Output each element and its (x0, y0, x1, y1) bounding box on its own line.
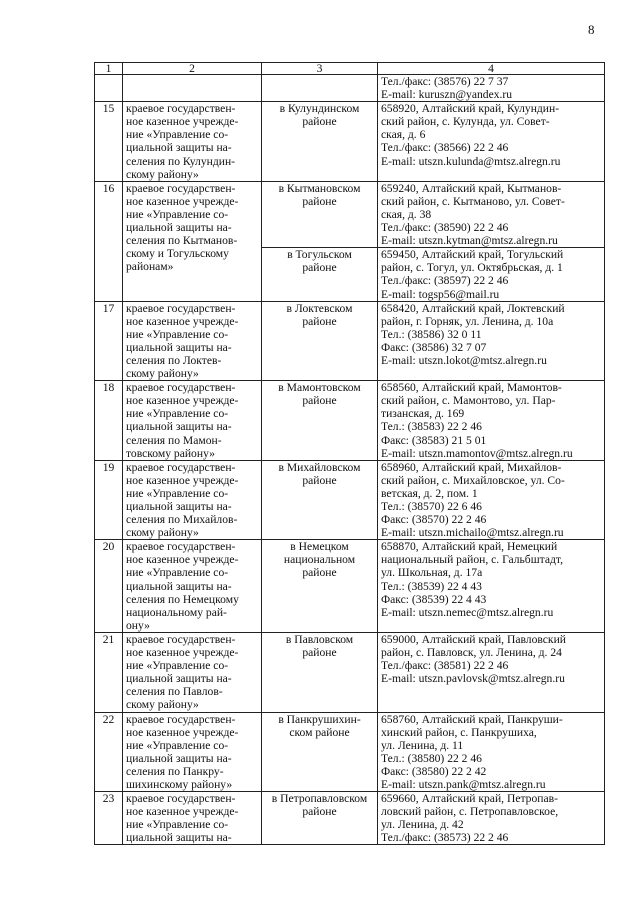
institution-name-line: товскому району» (126, 446, 215, 460)
contact-line: Факс: (38583) 21 5 01 (381, 433, 487, 447)
contact-line: Тел.: (38583) 22 2 46 (381, 420, 482, 434)
contact-line: 659450, Алтайский край, Тогульский (381, 248, 564, 262)
institution-name-line: краевое государствен- (126, 460, 236, 474)
table-row (95, 301, 605, 381)
institution-name-line: краевое государствен- (126, 632, 236, 646)
contact-line: 658760, Алтайский край, Панкруши- (381, 712, 563, 726)
row-number: 22 (95, 712, 123, 792)
office-district (262, 712, 378, 792)
institution-name-line: шихинскому району» (126, 777, 233, 791)
office-contacts (378, 792, 605, 845)
district-line: в Тогульском (287, 248, 352, 262)
continuation-row (95, 75, 605, 102)
institution-name-line: краевое государствен- (126, 102, 236, 116)
institution-name (123, 102, 262, 182)
office-district (262, 792, 378, 845)
contact-line: 659000, Алтайский край, Павловский (381, 632, 566, 646)
institution-name (123, 540, 262, 633)
contact-line: Тел./факс: (38581) 22 2 46 (381, 659, 509, 673)
institution-name-line: ное казенное учрежде- (126, 115, 239, 129)
district-line: в Панкрушихин- (278, 712, 361, 726)
district-line: ском районе (289, 725, 350, 739)
institution-name-line: краевое государствен- (126, 540, 236, 554)
institution-name-line: селения по Локтев- (126, 353, 222, 367)
institution-name-line: краевое государствен- (126, 712, 236, 726)
institution-name-line: селения по Мамон- (126, 433, 222, 447)
table-row (95, 102, 605, 182)
institution-name-line: ное казенное учрежде- (126, 194, 239, 208)
institution-name-line: циальной защиты на- (126, 340, 232, 354)
contact-line: 658420, Алтайский край, Локтевский (381, 301, 565, 315)
district-line: в Кытмановском (278, 181, 361, 195)
institution-name-line: селения по Панкру- (126, 764, 224, 778)
contact-line: Тел.: (38539) 22 4 43 (381, 579, 482, 593)
institution-name-line: циальной защиты на- (126, 500, 232, 513)
contact-line: E-mail: utszn.kulunda@mtsz.alregn.ru (381, 154, 561, 168)
office-contacts (378, 102, 605, 182)
contact-line: ский район, с. Мамонтово, ул. Пар- (381, 394, 556, 408)
office-district (262, 301, 378, 381)
contact-line: Тел./факс: (38590) 22 2 46 (381, 221, 509, 235)
column-header-3: 3 (262, 63, 378, 75)
contact-line: Факс: (38570) 22 2 46 (381, 513, 487, 527)
district-line: национальном (283, 553, 356, 567)
row-number: 17 (95, 301, 123, 381)
institution-name-line: краевое государствен- (126, 301, 236, 315)
continuation-district (262, 75, 378, 102)
office-contacts (378, 540, 605, 633)
contact-line: ул. Ленина, д. 11 (381, 738, 464, 752)
district-line: районе (302, 566, 337, 580)
district-line: в Петропавловском (271, 792, 368, 806)
contact-line: ский район, с. Кытманово, ул. Совет- (381, 194, 565, 208)
table-row (95, 181, 605, 247)
contact-line: E-mail: utszn.mamontov@mtsz.alregn.ru (381, 446, 573, 460)
contact-line: 658960, Алтайский край, Михайлов- (381, 460, 562, 474)
institution-name-line: ние «Управление со- (126, 327, 229, 341)
district-line: районе (302, 314, 337, 328)
institution-name-line: ное казенное учрежде- (126, 646, 239, 660)
institution-name-line: ние «Управление со- (126, 566, 229, 580)
table-body (95, 75, 605, 845)
row-number: 19 (95, 460, 123, 540)
institution-name-line: национальному рай- (126, 605, 227, 619)
district-line: в Локтевском (286, 301, 353, 315)
table-row (95, 632, 605, 712)
institution-name-line: скому и Тогульскому (126, 247, 229, 261)
institution-name (123, 381, 262, 461)
row-number: 16 (95, 181, 123, 301)
table-row (95, 460, 605, 540)
institution-name-line: циальной защиты на- (126, 141, 232, 155)
institution-name (123, 632, 262, 712)
contact-line: ул. Школьная, д. 17а (381, 566, 483, 580)
email-line: E-mail: kuruszn@yandex.ru (381, 88, 513, 102)
institution-name-line: скому району» (126, 367, 199, 381)
contact-line: ветская, д. 2, пом. 1 (381, 486, 478, 500)
contact-line: район, с. Павловск, ул. Ленина, д. 24 (381, 646, 562, 660)
row-number: 23 (95, 792, 123, 845)
institution-name-line: краевое государствен- (126, 792, 236, 806)
office-district (262, 181, 378, 247)
district-line: районе (302, 194, 337, 208)
contact-line: E-mail: utszn.kytman@mtsz.alregn.ru (381, 234, 558, 248)
continuation-contacts (378, 75, 605, 102)
contact-line: E-mail: togsp56@mail.ru (381, 287, 500, 301)
institution-name-line: ние «Управление со- (126, 818, 229, 832)
contact-line: 658870, Алтайский край, Немецкий (381, 540, 558, 554)
institution-name-line: ное казенное учрежде- (126, 553, 239, 567)
row-number: 21 (95, 632, 123, 712)
institution-name-line: циальной защиты на- (126, 579, 232, 593)
office-district (262, 102, 378, 182)
institution-name-line: циальной защиты на- (126, 420, 232, 434)
contact-line: национальный район, с. Гальбштадт, (381, 553, 563, 567)
institution-name-line: скому району» (126, 526, 199, 540)
institution-name-line: ное казенное учрежде- (126, 725, 239, 739)
contact-line: тизанская, д. 169 (381, 407, 465, 421)
contact-line: 658560, Алтайский край, Мамонтов- (381, 381, 562, 395)
contact-line: E-mail: utszn.pavlovsk@mtsz.alregn.ru (381, 672, 565, 686)
institution-name (123, 460, 262, 540)
contact-line: район, с. Тогул, ул. Октябрьская, д. 1 (381, 261, 563, 275)
contact-line: E-mail: utszn.michailo@mtsz.alregn.ru (381, 526, 564, 540)
contact-line: Факс: (38586) 32 7 07 (381, 340, 487, 354)
contact-line: E-mail: utszn.nemec@mtsz.alregn.ru (381, 605, 554, 619)
contact-line: ская, д. 38 (381, 207, 432, 221)
office-contacts (378, 712, 605, 792)
row-number: 18 (95, 381, 123, 461)
page-number: 8 (588, 22, 595, 37)
institution-name-line: ние «Управление со- (126, 407, 229, 421)
institution-name-line: ное казенное учрежде- (126, 473, 239, 487)
district-line: районе (302, 394, 337, 408)
contact-line: Факс: (38539) 22 4 43 (381, 592, 487, 606)
contact-line: ский район, с. Михайловское, ул. Со- (381, 473, 565, 487)
contact-line: Тел./факс: (38597) 22 2 46 (381, 274, 509, 288)
institution-name-line: ние «Управление со- (126, 486, 229, 500)
office-district (262, 460, 378, 540)
institution-name-line: циальной защиты на- (126, 672, 232, 686)
institution-name (123, 301, 262, 381)
office-contacts (378, 460, 605, 540)
contact-line: район, г. Горняк, ул. Ленина, д. 10а (381, 314, 554, 328)
contact-line: ловский район, с. Петропавловское, (381, 805, 559, 819)
continuation-num (95, 75, 123, 102)
office-contacts (378, 632, 605, 712)
contact-line: 658920, Алтайский край, Кулундин- (381, 102, 560, 116)
office-district (262, 632, 378, 712)
institution-name-line: ние «Управление со- (126, 738, 229, 752)
office-district (262, 381, 378, 461)
contact-line: 659660, Алтайский край, Петропав- (381, 792, 558, 806)
contact-line: Тел.: (38586) 32 0 11 (381, 327, 482, 341)
column-header-2: 2 (123, 63, 262, 75)
institution-name-line: циальной защиты на- (126, 751, 232, 765)
office-contacts (378, 301, 605, 381)
district-line: районе (302, 115, 337, 129)
contact-line: 659240, Алтайский край, Кытманов- (381, 181, 562, 195)
institution-name-line: циальной защиты на- (126, 831, 232, 845)
office-contacts (378, 181, 605, 247)
table-row (95, 712, 605, 792)
institution-name-line: ное казенное учрежде- (126, 314, 239, 328)
institution-name-line: скому району» (126, 698, 199, 712)
district-line: в Немецком (290, 540, 349, 554)
institution-name (123, 792, 262, 845)
district-line: районе (302, 261, 337, 275)
row-number: 20 (95, 540, 123, 633)
office-district (262, 248, 378, 301)
district-line: районе (302, 473, 337, 487)
district-line: в Павловском (285, 632, 354, 646)
district-line: в Михайловском (278, 460, 361, 474)
contact-line: Тел./факс: (38566) 22 2 46 (381, 141, 509, 155)
contact-line: ский район, с. Кулунда, ул. Совет- (381, 115, 550, 129)
institution-name-line: ние «Управление со- (126, 659, 229, 673)
contact-line: ская, д. 6 (381, 128, 426, 142)
institution-name-line: селения по Михайлов- (126, 513, 238, 527)
column-header-4: 4 (378, 63, 605, 75)
institution-name-line: краевое государствен- (126, 381, 236, 395)
district-line: районе (302, 805, 337, 819)
row-number: 15 (95, 102, 123, 182)
institution-name-line: селения по Кулундин- (126, 154, 236, 168)
office-district (262, 540, 378, 633)
institution-name-line: краевое государствен- (126, 181, 236, 195)
column-header-1: 1 (95, 63, 123, 75)
institution-name-line: ние «Управление со- (126, 128, 229, 142)
table-row (95, 792, 605, 845)
institution-name-line: районам» (126, 260, 174, 274)
contact-line: E-mail: utszn.lokot@mtsz.alregn.ru (381, 353, 547, 367)
district-line: в Кулундинском (279, 102, 360, 116)
contact-line: ул. Ленина, д. 42 (381, 818, 464, 832)
contact-line: Тел./факс: (38576) 22 7 37 (381, 75, 509, 88)
contact-line: Тел.: (38580) 22 2 46 (381, 751, 482, 765)
office-contacts (378, 381, 605, 461)
institution-name (123, 181, 262, 301)
institution-name-line: селения по Павлов- (126, 685, 223, 699)
office-contacts (378, 248, 605, 301)
institution-name (123, 712, 262, 792)
continuation-name (123, 75, 262, 102)
institution-name-line: ное казенное учрежде- (126, 805, 239, 819)
contact-line: E-mail: utszn.pank@mtsz.alregn.ru (381, 777, 546, 791)
contact-line: хинский район, с. Панкрушиха, (381, 725, 537, 739)
institution-name-line: селения по Немецкому (126, 592, 239, 606)
contact-line: Тел./факс: (38573) 22 2 46 (381, 831, 509, 845)
table-row (95, 540, 605, 633)
contact-line: Тел.: (38570) 22 6 46 (381, 500, 482, 513)
institution-name-line: ное казенное учрежде- (126, 394, 239, 408)
offices-table (94, 62, 605, 845)
table-header-row (95, 63, 605, 75)
district-line: в Мамонтовском (278, 381, 361, 395)
table-row (95, 381, 605, 461)
district-line: районе (302, 646, 337, 660)
institution-name-line: ние «Управление со- (126, 207, 229, 221)
institution-name-line: селения по Кытманов- (126, 234, 238, 248)
contact-line: Факс: (38580) 22 2 42 (381, 764, 487, 778)
institution-name-line: ону» (126, 618, 150, 632)
institution-name-line: циальной защиты на- (126, 221, 232, 235)
institution-name-line: скому району» (126, 167, 199, 181)
